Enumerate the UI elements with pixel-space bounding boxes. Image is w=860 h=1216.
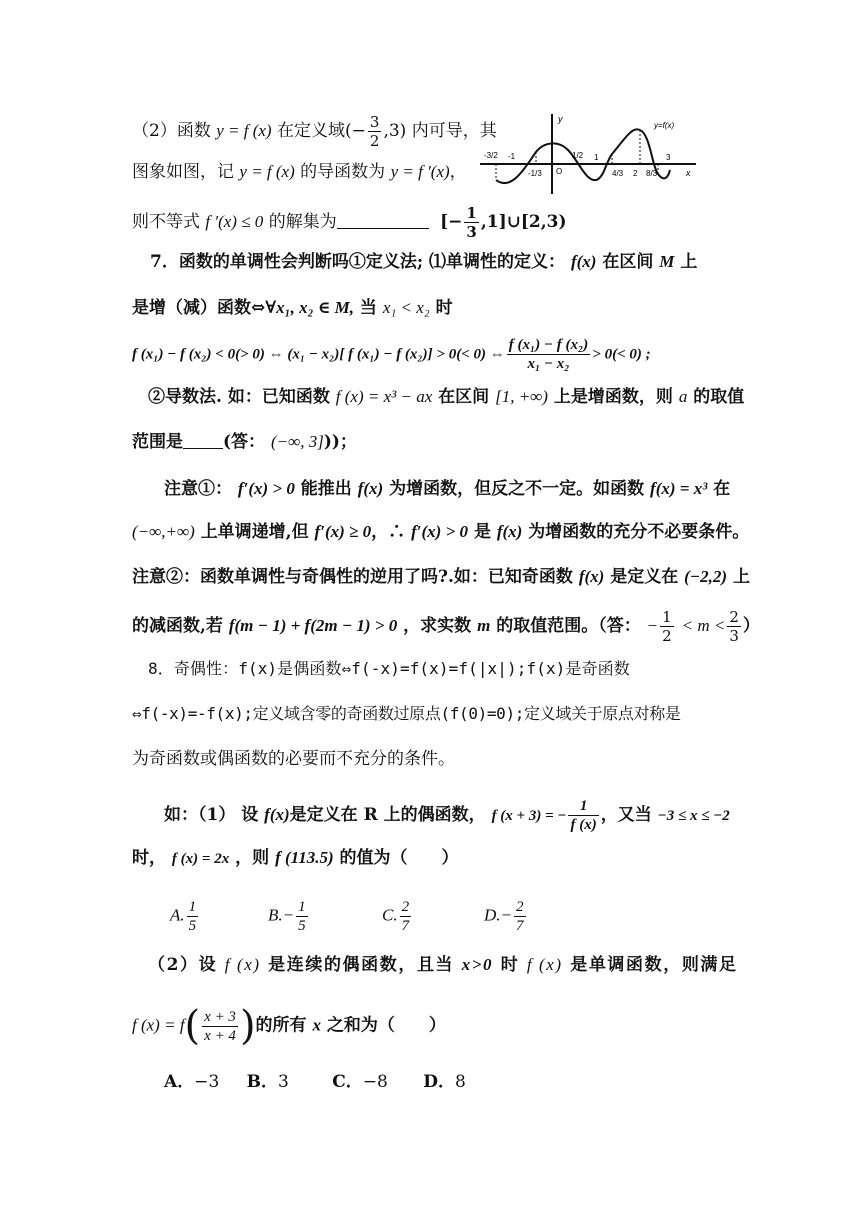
frac-num: 1 bbox=[298, 899, 306, 915]
frac-den: x₁ − x₂ bbox=[527, 356, 570, 372]
param-symbol: a bbox=[678, 387, 688, 406]
text-segment: ， bbox=[449, 162, 467, 182]
math-expr: f(x) bbox=[496, 522, 523, 541]
frac-num: 2 bbox=[401, 899, 410, 915]
function-expr: y = f (x) bbox=[216, 121, 272, 140]
example2-option-a[interactable] bbox=[164, 1072, 219, 1092]
function-expr: y = f (x) bbox=[239, 162, 295, 181]
math-expr: x>0 bbox=[461, 955, 494, 974]
problem2-line1 bbox=[132, 113, 497, 150]
right-paren: ) bbox=[239, 1003, 256, 1049]
range-answer-line bbox=[132, 430, 357, 454]
section7-line2 bbox=[132, 296, 453, 320]
text-segment: 上的偶函数， bbox=[383, 805, 486, 825]
math-expr: f(m − 1) + f(2m − 1) > 0 bbox=[228, 616, 398, 635]
text-segment: 当 bbox=[359, 298, 377, 318]
frac-num: 3 bbox=[369, 113, 380, 131]
example1-option-b[interactable] bbox=[268, 898, 310, 935]
example2-options bbox=[164, 1070, 466, 1094]
answer-fraction bbox=[727, 608, 741, 645]
tick-label: 2 bbox=[633, 169, 638, 178]
text-segment: ))； bbox=[323, 432, 357, 452]
example2-line1 bbox=[148, 953, 738, 977]
fraction-three-halves bbox=[368, 113, 382, 150]
text-segment: ，则 bbox=[235, 848, 270, 868]
param-symbol: m bbox=[477, 616, 491, 635]
variable-symbol: x bbox=[312, 1015, 321, 1035]
example1-option-c[interactable] bbox=[382, 898, 413, 935]
tick-label: 8/3 bbox=[646, 169, 658, 178]
text-segment: 时， bbox=[132, 848, 166, 868]
note1-line1 bbox=[164, 477, 730, 501]
formula-part: > 0(< 0) ; bbox=[592, 346, 651, 363]
interval-expr: (−2,2) bbox=[684, 567, 728, 586]
left-paren: ( bbox=[184, 1003, 201, 1049]
text-segment: 上是增函数，则 bbox=[553, 387, 673, 407]
text-segment: 时 bbox=[435, 298, 453, 318]
option-value: 3 bbox=[278, 1072, 289, 1092]
tick-label: O bbox=[556, 167, 563, 176]
option-label: D.− bbox=[484, 905, 512, 925]
text-segment: 是连续的偶函数，且当 bbox=[268, 955, 455, 975]
definition-formula bbox=[132, 336, 651, 373]
math-expr: f′(x) > 0 bbox=[237, 479, 295, 498]
example1-option-d[interactable] bbox=[484, 898, 528, 935]
math-expr: f(x) bbox=[357, 479, 384, 498]
quantifier-expr: x₁, x₂ ∈ M, bbox=[276, 298, 354, 317]
domain-end: ,3) bbox=[383, 121, 407, 141]
math-expr: f′(x) ≥ 0 bbox=[314, 522, 372, 541]
text-segment: 范围是 bbox=[132, 432, 183, 452]
math-expr: f(x) = x³ bbox=[650, 479, 708, 498]
text-segment: 上单调递增,但 bbox=[200, 522, 309, 542]
inequality-expr: −3 ≤ x ≤ −2 bbox=[657, 808, 730, 824]
x-axis-label: x bbox=[686, 168, 691, 178]
text-segment: 为增函数，但反之不一定。如函数 bbox=[389, 479, 645, 499]
option-value: −8 bbox=[362, 1072, 388, 1092]
math-expr: f(x) bbox=[264, 805, 290, 824]
option-value: −3 bbox=[194, 1072, 220, 1092]
frac-num: 1 bbox=[466, 204, 477, 222]
text-segment: 是定义在 bbox=[610, 567, 679, 587]
text-segment: 上 bbox=[732, 567, 750, 587]
option-fraction bbox=[187, 898, 199, 935]
frac-num: 2 bbox=[516, 899, 524, 915]
option-label: B.− bbox=[268, 905, 295, 925]
text-segment: (答： bbox=[223, 432, 266, 452]
text-segment: 如：（1） 设 bbox=[164, 805, 259, 825]
example2-line2 bbox=[132, 1003, 446, 1049]
text-segment: 的导函数为 bbox=[300, 162, 386, 182]
math-expr: f (x) bbox=[224, 955, 261, 974]
text-segment: 的减函数,若 bbox=[132, 616, 223, 636]
option-fraction bbox=[514, 898, 526, 935]
section7-title: 7．函数的单调性会判断吗①定义法; ⑴单调性的定义： bbox=[150, 252, 566, 272]
frac-num: f (x₁) − f (x₂) bbox=[508, 337, 589, 353]
interval-expr: (−∞,+∞) bbox=[132, 522, 195, 541]
text-segment: 是 bbox=[473, 522, 491, 542]
math-expr: f (x) = 2x bbox=[171, 851, 230, 867]
text-segment: 的所有 bbox=[255, 1015, 307, 1036]
answer-part: ,1]∪[2,3) bbox=[480, 212, 567, 232]
section8-line2 bbox=[132, 702, 681, 726]
domain-label: 在定义域( bbox=[277, 121, 352, 141]
text-segment: 能推出 bbox=[300, 479, 352, 499]
answer-part: [− bbox=[440, 212, 463, 232]
note2-line1 bbox=[132, 565, 750, 589]
tick-label: 1/2 bbox=[572, 151, 584, 160]
derivative-expr: y = f ′(x) bbox=[390, 162, 450, 181]
frac-num: x + 3 bbox=[204, 1008, 236, 1025]
tick-label: 3 bbox=[666, 153, 671, 162]
text-segment: 图象如图，记 bbox=[132, 162, 234, 182]
y-axis-label: y bbox=[558, 114, 563, 124]
text-segment: （2）设 bbox=[148, 955, 218, 975]
option-label: C. bbox=[382, 905, 398, 925]
tick-label: 4/3 bbox=[612, 169, 624, 178]
answer-fraction bbox=[660, 608, 674, 645]
option-label: A． bbox=[164, 1072, 195, 1092]
tick-label: -1 bbox=[508, 152, 516, 161]
note2-line2 bbox=[132, 608, 760, 645]
frac-den: 2 bbox=[662, 627, 672, 645]
text-segment: 为增函数的充分不必要条件。 bbox=[528, 522, 750, 542]
frac-den: x + 4 bbox=[204, 1027, 236, 1044]
option-fraction bbox=[400, 898, 412, 935]
text-segment: 上 bbox=[680, 252, 698, 272]
set-symbol: M bbox=[659, 252, 675, 271]
text-segment: ） bbox=[742, 616, 760, 636]
frac-num: 1 bbox=[662, 608, 672, 626]
inequality-expr: f ′(x) ≤ 0 bbox=[205, 212, 264, 231]
math-expr: f′(x) > 0 bbox=[411, 522, 469, 541]
frac-den: 7 bbox=[401, 918, 410, 934]
option-value: 8 bbox=[455, 1072, 466, 1092]
text-segment: 在区间 bbox=[602, 252, 654, 272]
option-label: A. bbox=[170, 905, 185, 925]
text-segment: 则不等式 bbox=[132, 212, 200, 232]
text-segment: ，又当 bbox=[600, 805, 652, 825]
text-segment: ②导数法. 如：已知函数 bbox=[148, 387, 330, 407]
math-expr: f (x) bbox=[526, 955, 563, 974]
text-segment: 是增（减）函数⇔∀ bbox=[132, 298, 277, 318]
example1-option-a[interactable] bbox=[170, 898, 200, 935]
option-label: B． bbox=[246, 1072, 279, 1092]
section8-line3 bbox=[132, 747, 455, 771]
frac-den: 3 bbox=[729, 627, 739, 645]
frac-den: 5 bbox=[188, 918, 197, 934]
curve-label: y=f(x) bbox=[654, 121, 675, 130]
answer-fraction bbox=[464, 204, 478, 241]
example1-line2 bbox=[132, 846, 459, 871]
text-segment: 的取值范围。（答： bbox=[496, 616, 641, 636]
math-expr: f(x) bbox=[578, 567, 605, 586]
option-label: C． bbox=[332, 1072, 363, 1092]
frac-den: 7 bbox=[516, 918, 524, 934]
answer-blank bbox=[337, 210, 429, 229]
minus-sign: − bbox=[351, 121, 366, 141]
text-segment: 注意②：函数单调性与奇偶性的逆用了吗?.如：已知奇函数 bbox=[132, 567, 573, 587]
answer-interval: (−∞, 3] bbox=[270, 432, 324, 451]
inequality-expr: < m < bbox=[681, 616, 726, 635]
difference-quotient bbox=[507, 336, 591, 373]
frac-num: 2 bbox=[729, 608, 739, 626]
text-segment: 在 bbox=[713, 479, 731, 499]
math-expr: f (x + 3) = − bbox=[491, 808, 567, 824]
option-fraction bbox=[296, 898, 308, 935]
inequality-expr: x₁ < x₂ bbox=[382, 298, 430, 317]
example1-line1 bbox=[164, 797, 730, 834]
option-label: D． bbox=[423, 1072, 456, 1092]
frac-den: 3 bbox=[466, 223, 477, 241]
math-expr: f (x) = f bbox=[132, 1015, 185, 1035]
problem2-line3 bbox=[132, 204, 567, 241]
section7-line1 bbox=[150, 250, 697, 274]
text-segment: 之和为（ ） bbox=[326, 1015, 446, 1036]
math-expr: f (113.5) bbox=[275, 848, 334, 867]
derivative-method-line bbox=[148, 385, 744, 409]
minus-sign: − bbox=[646, 616, 659, 635]
section8-line1 bbox=[148, 657, 630, 681]
text-segment: 的取值 bbox=[693, 387, 745, 407]
answer-blank bbox=[183, 430, 223, 449]
problem2-suffix: 内可导，其 bbox=[411, 121, 497, 141]
text-segment: 是定义在 bbox=[289, 805, 358, 825]
text-segment: 是单调函数，则满足 bbox=[570, 955, 738, 975]
formula-part: f (x₁) − f (x₂) < 0(> 0) ⇔ (x₁ − x₂)[ f (x₁) − f (x₂)] > 0(< 0) ⇔ bbox=[132, 346, 505, 363]
function-expr: f (x) = x³ − ax bbox=[335, 387, 433, 406]
frac-num: 1 bbox=[568, 797, 598, 816]
example2-option-c[interactable] bbox=[332, 1072, 388, 1092]
text-segment: 的解集为 bbox=[268, 212, 337, 232]
section8-text: 8．奇偶性：f(x)是偶函数⇔f(-x)=f(x)=f(|x|);f(x)是奇函数 bbox=[148, 659, 630, 678]
section8-text: 为奇函数或偶函数的必要而不充分的条件。 bbox=[132, 749, 455, 769]
tick-label: -3/2 bbox=[484, 151, 498, 160]
tick-label: -1/3 bbox=[528, 169, 542, 178]
frac-den: 5 bbox=[298, 918, 306, 934]
note1-line2 bbox=[132, 520, 749, 544]
problem2-prefix: （2）函数 bbox=[132, 121, 211, 141]
set-symbol: R bbox=[363, 805, 378, 825]
frac-den: 2 bbox=[369, 132, 380, 150]
text-segment: 的值为（ ） bbox=[339, 848, 459, 868]
problem2-line2 bbox=[132, 160, 467, 184]
answer-text bbox=[440, 204, 567, 241]
note1-label: 注意①： bbox=[164, 479, 232, 499]
text-segment: ，求实数 bbox=[403, 616, 472, 636]
text-segment: 时 bbox=[500, 955, 520, 975]
interval-expr: [1, +∞) bbox=[495, 387, 548, 406]
function-expr: f(x) bbox=[570, 252, 597, 271]
frac-num: 1 bbox=[188, 899, 197, 915]
frac-den: f (x) bbox=[570, 817, 597, 833]
text-segment: 在区间 bbox=[438, 387, 490, 407]
tick-label: 1 bbox=[594, 153, 599, 162]
reciprocal-fraction bbox=[568, 797, 598, 834]
function-graph bbox=[478, 112, 700, 196]
section8-text: ⇔f(-x)=-f(x);定义域含零的奇函数过原点(f(0)=0);定义域关于原点对称是 bbox=[132, 704, 681, 723]
example2-option-b[interactable] bbox=[247, 1072, 289, 1092]
example2-option-d[interactable] bbox=[423, 1072, 466, 1092]
argument-fraction bbox=[202, 1008, 238, 1045]
text-segment: ，∴ bbox=[371, 522, 406, 542]
